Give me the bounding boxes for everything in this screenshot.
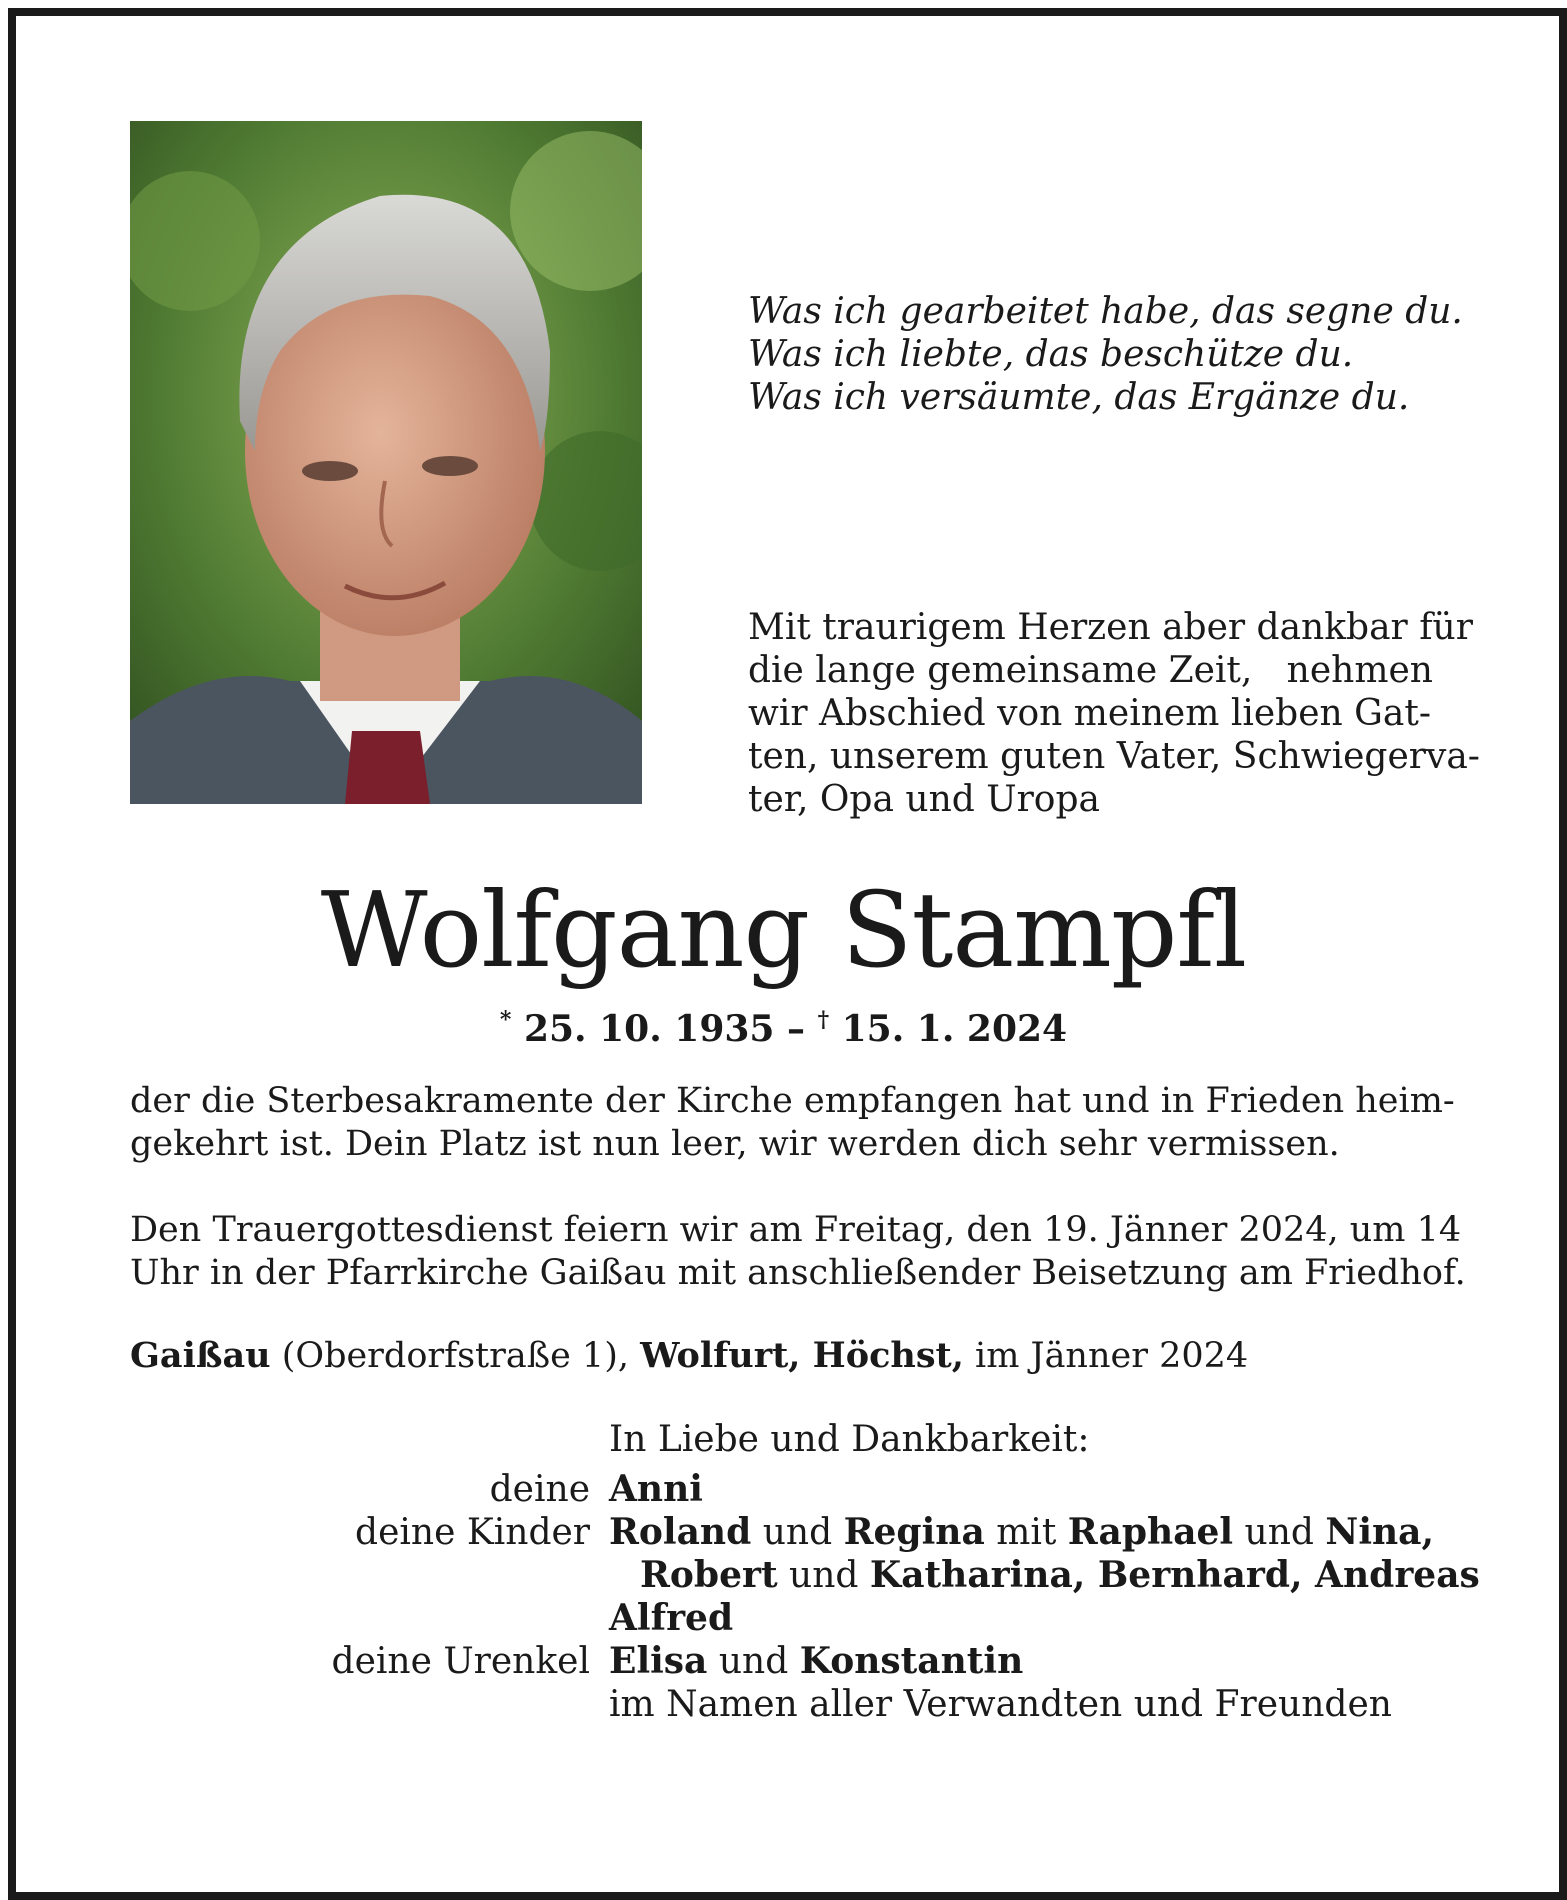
death-mark: † (817, 1007, 830, 1033)
place-gaissau: Gaißau (130, 1335, 271, 1376)
label-wife: deine (489, 1469, 590, 1510)
poem-line: Was ich versäumte, das Ergänze du. (748, 377, 1410, 418)
places-wolfurt-hoechst: Wolfurt, Höchst, (640, 1335, 964, 1376)
location-date: im Jänner 2024 (963, 1336, 1249, 1376)
great-grandchild-name: Konstantin (799, 1640, 1024, 1682)
paragraph-line: Uhr in der Pfarrkirche Gaißau mit anschließender Beisetzung am Friedhof. (130, 1253, 1466, 1293)
family-names: Katharina, Bernhard, Andreas (869, 1554, 1480, 1596)
conjunction: und (1233, 1512, 1326, 1553)
service-paragraph (130, 1209, 1466, 1295)
paragraph-line: der die Sterbesakramente der Kirche empfangen hat und in Frieden heim- (130, 1081, 1455, 1121)
grandchild-name: Nina, (1325, 1511, 1435, 1553)
poem-line: Was ich gearbeitet habe, das segne du. (748, 291, 1463, 332)
grandchild-name: Raphael (1067, 1511, 1234, 1553)
date-separator: – (774, 1008, 818, 1050)
sacrament-paragraph (130, 1080, 1455, 1166)
paragraph-line: Den Trauergottesdienst feiern wir am Freitag, den 19. Jänner 2024, um 14 (130, 1210, 1462, 1250)
deceased-name: Wolfgang Stampfl (320, 869, 1247, 991)
children-line-2 (640, 1554, 1480, 1597)
great-grandchild-name: Elisa (609, 1640, 708, 1682)
signature-heading: In Liebe und Dankbarkeit: (609, 1419, 1090, 1460)
children-line-1 (609, 1511, 1434, 1554)
wife-name: Anni (609, 1468, 703, 1510)
label-children: deine Kinder (355, 1512, 590, 1553)
conjunction: und (751, 1512, 844, 1553)
conjunction: und (707, 1641, 800, 1682)
intro-line: die lange gemeinsame Zeit, nehmen (748, 650, 1433, 691)
poem (748, 290, 1463, 419)
conjunction: und (777, 1555, 870, 1596)
closing-line: im Namen aller Verwandten und Freunden (609, 1684, 1392, 1725)
intro-line: ter, Opa und Uropa (748, 779, 1100, 820)
location-line (130, 1334, 1450, 1378)
birth-date: 25. 10. 1935 (523, 1008, 775, 1050)
life-dates (0, 998, 1567, 1051)
birth-mark: * (499, 1007, 512, 1033)
intro-line: wir Abschied von meinem lieben Gat- (748, 693, 1431, 734)
death-date: 15. 1. 2024 (841, 1008, 1068, 1050)
paragraph-line: gekehrt ist. Dein Platz ist nun leer, wir werden dich sehr vermissen. (130, 1124, 1340, 1164)
portrait-photo (130, 121, 642, 804)
intro-line: Mit traurigem Herzen aber dankbar für (748, 607, 1473, 648)
spouse-name: Regina (843, 1511, 985, 1553)
portrait-icon (130, 121, 642, 804)
label-great-grandchildren: deine Urenkel (331, 1641, 590, 1682)
poem-line: Was ich liebte, das beschütze du. (748, 334, 1354, 375)
conjunction: mit (984, 1512, 1068, 1553)
child-name: Roland (609, 1511, 752, 1553)
child-name: Alfred (609, 1597, 734, 1639)
great-grandchildren-line (609, 1640, 1023, 1683)
child-name: Robert (640, 1554, 778, 1596)
intro-text (748, 606, 1480, 821)
intro-line: ten, unserem guten Vater, Schwiegerva- (748, 736, 1480, 777)
address: (Oberdorfstraße 1), (270, 1336, 641, 1376)
